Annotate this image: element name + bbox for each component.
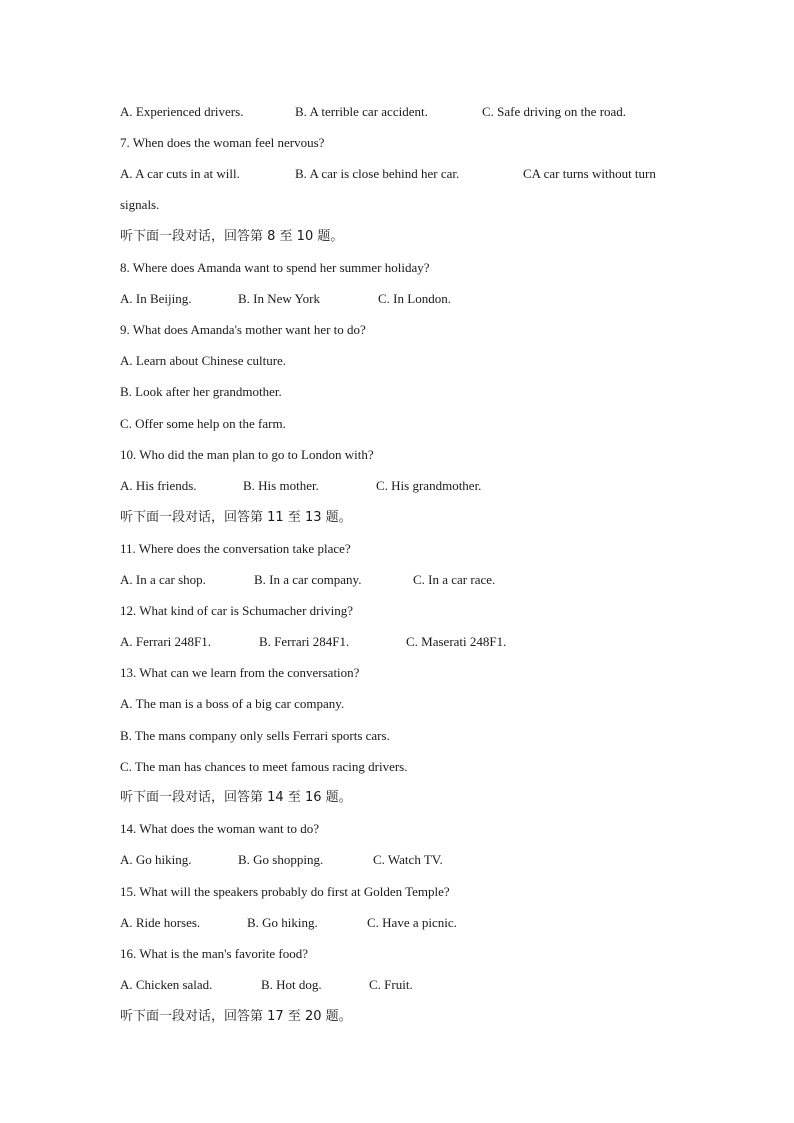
q10-question: 10. Who did the man plan to go to London with? (120, 447, 374, 462)
q12-question: 12. What kind of car is Schumacher driving? (120, 603, 353, 618)
q14-option-c: C. Watch TV. (373, 852, 443, 867)
q15-option-c: C. Have a picnic. (367, 915, 457, 930)
q9-option-c: C. Offer some help on the farm. (120, 416, 286, 431)
q6-option-c: C. Safe driving on the road. (482, 104, 627, 119)
q8-question: 8. Where does Amanda want to spend her summer holiday? (120, 260, 430, 275)
q9-option-a: A. Learn about Chinese culture. (120, 353, 287, 368)
q8-option-a: A. In Beijing. (120, 291, 192, 306)
q16-option-c: C. Fruit. (369, 977, 413, 992)
section-heading-17-20: 听下面一段对话，回答第 17 至 20 题。 (120, 1009, 352, 1024)
q7-option-a: A. A car cuts in at will. (120, 166, 240, 181)
q10-option-a: A. His friends. (120, 478, 197, 493)
q16-question: 16. What is the man's favorite food? (120, 946, 309, 961)
q10-option-b: B. His mother. (243, 478, 319, 493)
q14-option-b: B. Go shopping. (238, 852, 324, 867)
q11-question: 11. Where does the conversation take place? (120, 541, 351, 556)
q8-option-b: B. In New York (238, 291, 320, 306)
q14-question: 14. What does the woman want to do? (120, 821, 320, 836)
q16-option-a: A. Chicken salad. (120, 977, 213, 992)
q15-option-a: A. Ride horses. (120, 915, 201, 930)
q6-option-b: B. A terrible car accident. (295, 104, 428, 119)
q9-question: 9. What does Amanda's mother want her to do? (120, 322, 366, 337)
q12-option-b: B. Ferrari 284F1. (259, 634, 350, 649)
q7-option-b: B. A car is close behind her car. (295, 166, 460, 181)
q15-question: 15. What will the speakers probably do first at Golden Temple? (120, 884, 450, 899)
q13-option-c: C. The man has chances to meet famous racing drivers. (120, 759, 408, 774)
q7-option-c-continued: signals. (120, 197, 160, 212)
q13-question: 13. What can we learn from the conversation? (120, 665, 360, 680)
q7-option-c: CA car turns without turn (523, 166, 656, 181)
q16-option-b: B. Hot dog. (261, 977, 322, 992)
q10-option-c: C. His grandmother. (376, 478, 482, 493)
q6-option-a: A. Experienced drivers. (120, 104, 244, 119)
q8-option-c: C. In London. (378, 291, 451, 306)
q12-option-c: C. Maserati 248F1. (406, 634, 507, 649)
q13-option-b: B. The mans company only sells Ferrari sports cars. (120, 728, 390, 743)
q13-option-a: A. The man is a boss of a big car company. (120, 696, 345, 711)
q9-option-b: B. Look after her grandmother. (120, 384, 282, 399)
q12-option-a: A. Ferrari 248F1. (120, 634, 211, 649)
q7-question: 7. When does the woman feel nervous? (120, 135, 325, 150)
section-heading-8-10: 听下面一段对话，回答第 8 至 10 题。 (120, 229, 344, 244)
section-heading-14-16: 听下面一段对话，回答第 14 至 16 题。 (120, 790, 352, 805)
q11-option-b: B. In a car company. (254, 572, 362, 587)
q14-option-a: A. Go hiking. (120, 852, 192, 867)
q15-option-b: B. Go hiking. (247, 915, 318, 930)
q11-option-a: A. In a car shop. (120, 572, 206, 587)
section-heading-11-13: 听下面一段对话，回答第 11 至 13 题。 (120, 510, 352, 525)
q11-option-c: C. In a car race. (413, 572, 496, 587)
